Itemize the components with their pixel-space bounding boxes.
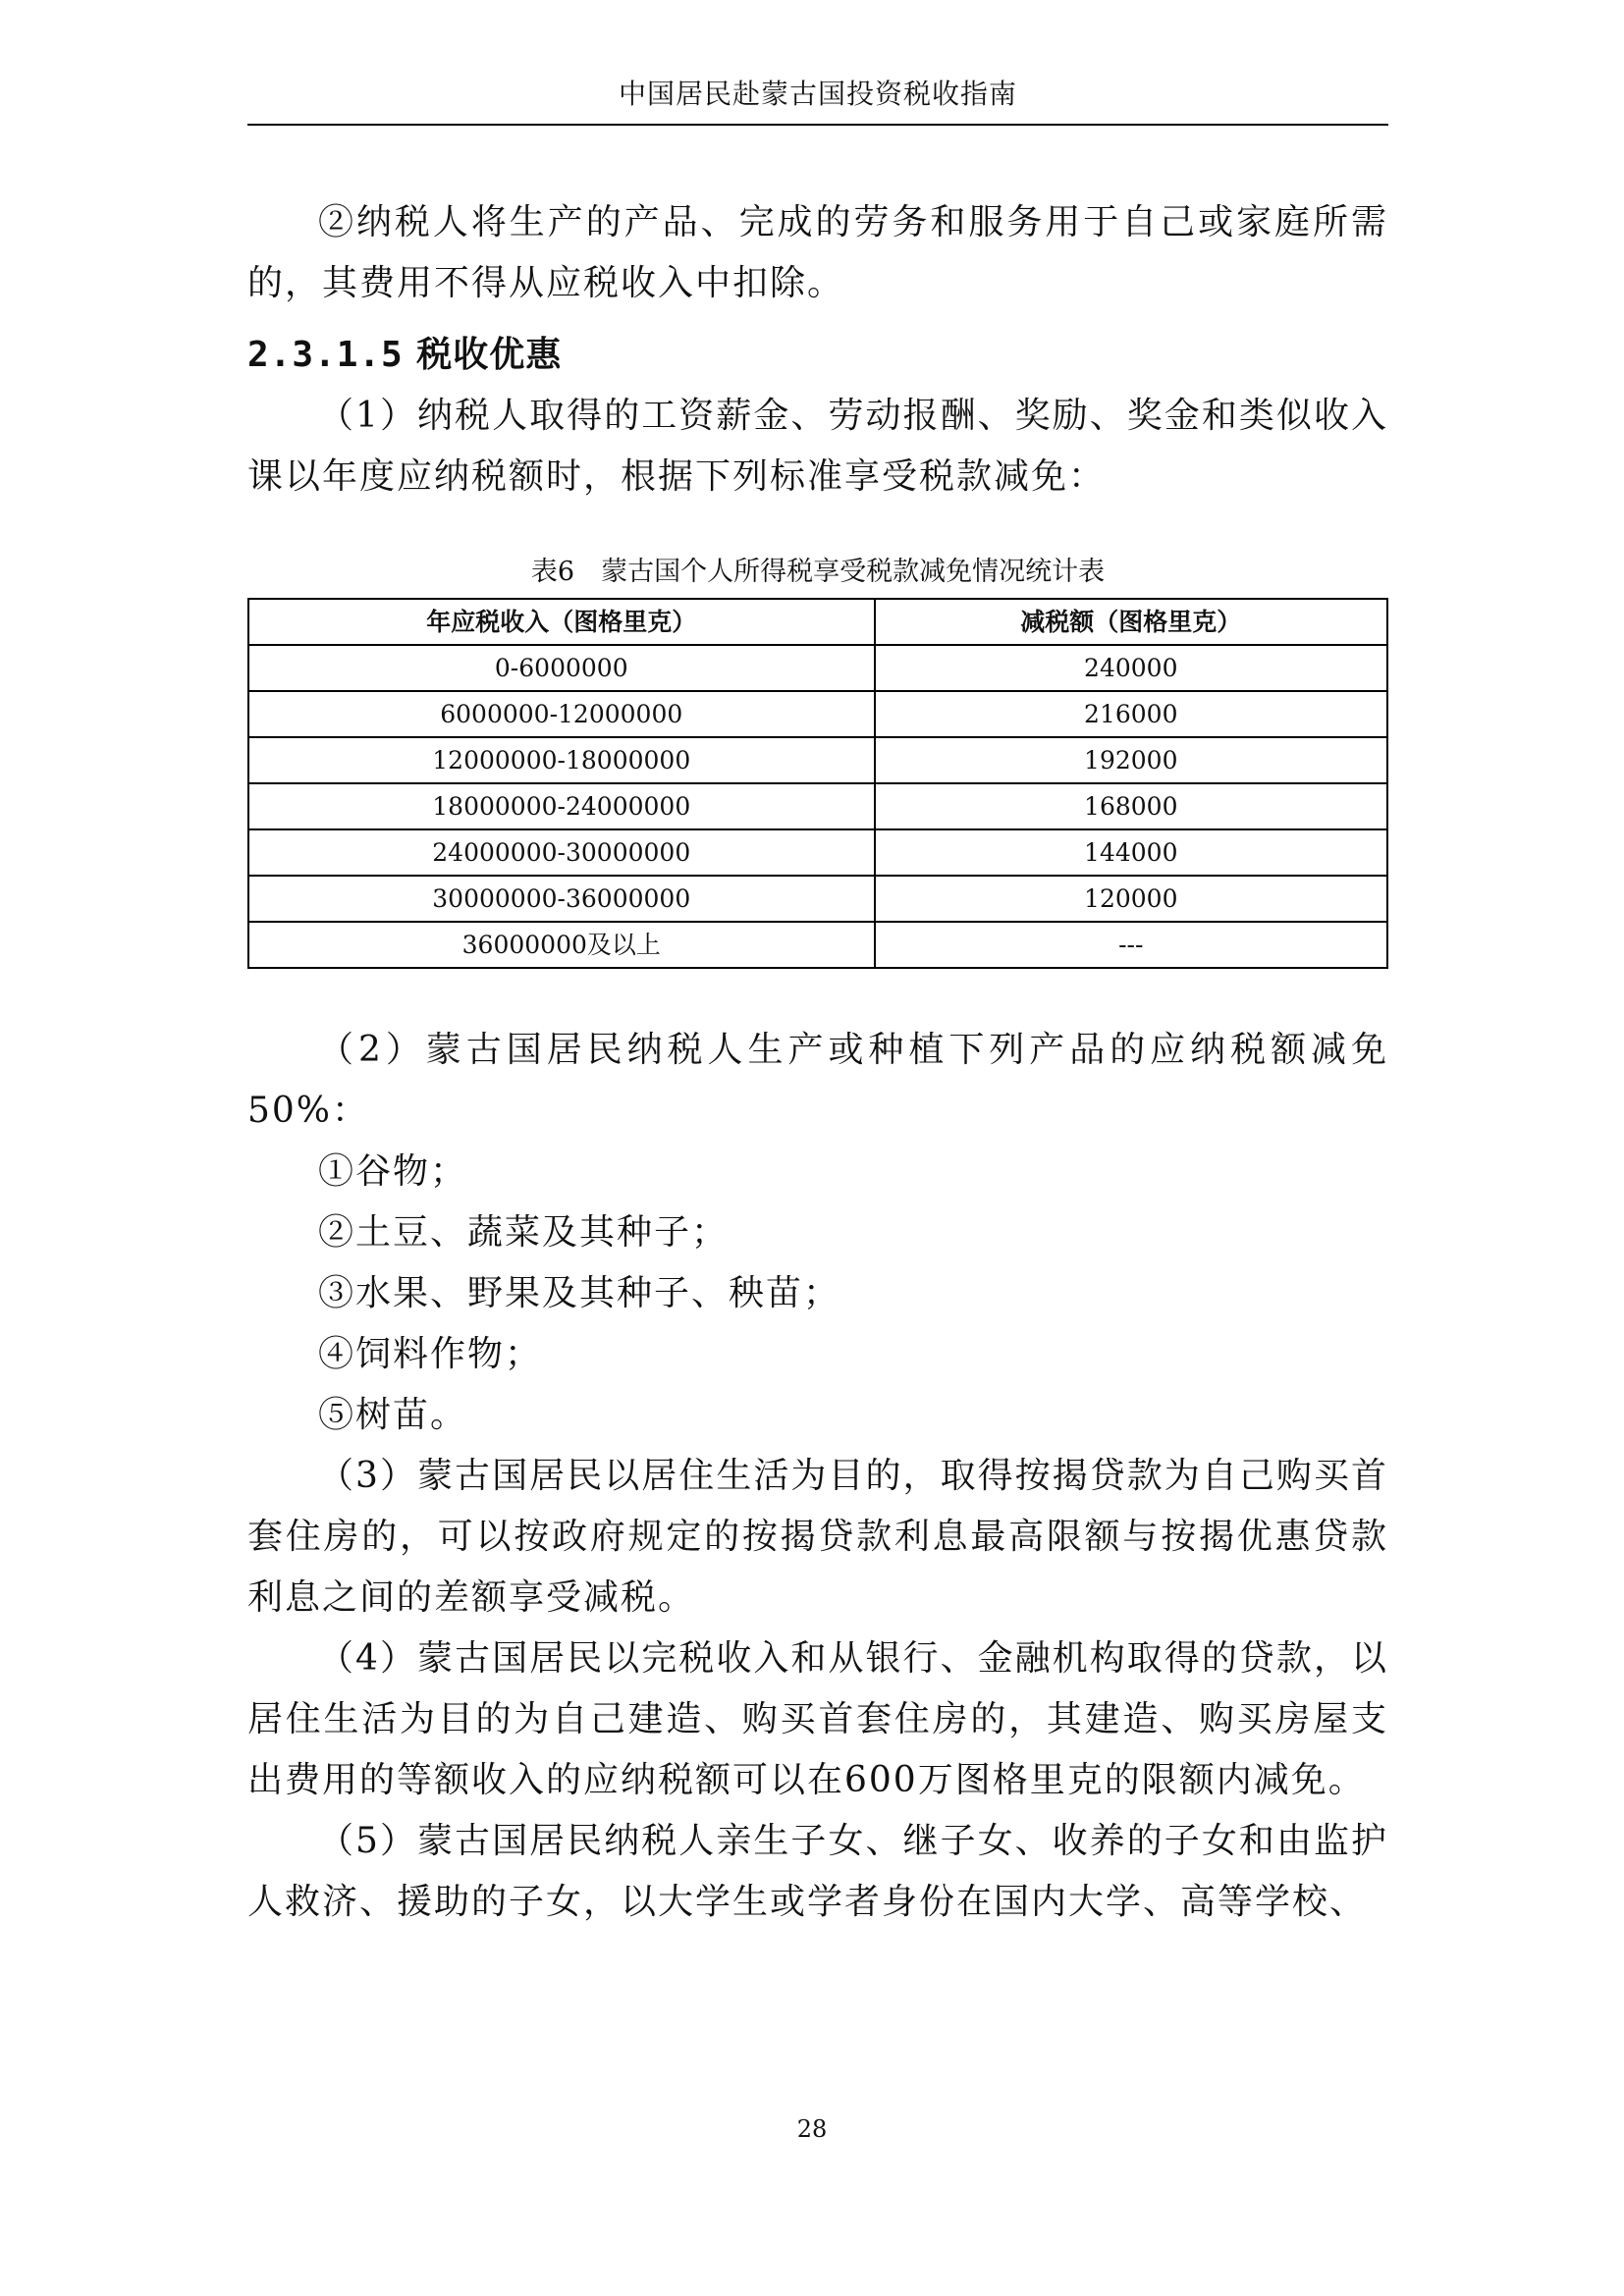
section-heading (247, 324, 1388, 386)
income-range-cell: 0-6000000 (248, 645, 875, 691)
running-header: 中国居民赴蒙古国投资税收指南 (618, 78, 1017, 110)
paragraph-mortgage-relief: （3）蒙古国居民以居住生活为目的，取得按揭贷款为自己购买首套住房的，可以按政府规定的按揭贷款利息最高限额与按揭优惠贷款利息之间的差额享受减税。 (247, 1456, 1388, 1618)
table-row (248, 783, 1387, 829)
column-header-income: 年应税收入（图格里克） (248, 599, 875, 645)
page-body (247, 192, 1388, 1933)
list-item: ③水果、野果及其种子、秧苗； (318, 1273, 841, 1313)
paragraph-children-relief: （5）蒙古国居民纳税人亲生子女、继子女、收养的子女和由监护人救济、援助的子女，以大学生或学者身份在国内大学、高等学校、 (247, 1821, 1388, 1922)
header-divider (247, 124, 1388, 126)
reduction-amount-cell: 192000 (875, 737, 1387, 783)
paragraph-crop-relief: （2）蒙古国居民纳税人生产或种植下列产品的应纳税额减免50%： (247, 1030, 1388, 1131)
reduction-amount-cell: 120000 (875, 876, 1387, 922)
paragraph-housing-relief: （4）蒙古国居民以完税收入和从银行、金融机构取得的贷款，以居住生活为目的为自己建造、购买首套住房的，其建造、购买房屋支出费用的等额收入的应纳税额可以在600万图格里克的限额内减免。 (247, 1638, 1388, 1800)
section-number: 2.3.1.5 (247, 335, 404, 375)
section-title: 税收优惠 (416, 334, 563, 375)
income-range-cell: 18000000-24000000 (248, 783, 875, 829)
list-item: ①谷物； (318, 1151, 468, 1192)
table-row (248, 876, 1387, 922)
paragraph-wage-relief: （1）纳税人取得的工资薪金、劳动报酬、奖励、奖金和类似收入课以年度应纳税额时，根据下列标准享受税款减免： (247, 396, 1388, 497)
table-row (248, 691, 1387, 737)
page-number: 28 (796, 2115, 828, 2143)
reduction-amount-cell: 216000 (875, 691, 1387, 737)
reduction-amount-cell: 168000 (875, 783, 1387, 829)
table-caption: 表6 蒙古国个人所得税享受税款减免情况统计表 (530, 557, 1106, 587)
table-row (248, 737, 1387, 783)
income-range-cell: 6000000-12000000 (248, 691, 875, 737)
table-header-row (248, 599, 1387, 645)
list-item: ⑤树苗。 (318, 1395, 468, 1435)
reduction-amount-cell: 240000 (875, 645, 1387, 691)
income-range-cell: 24000000-30000000 (248, 829, 875, 876)
list-item: ②土豆、蔬菜及其种子； (318, 1212, 730, 1253)
paragraph-expense-rule: ②纳税人将生产的产品、完成的劳务和服务用于自己或家庭所需的，其费用不得从应税收入中扣除。 (247, 202, 1388, 303)
income-range-cell: 30000000-36000000 (248, 876, 875, 922)
tax-relief-table (247, 598, 1388, 969)
reduction-amount-cell: --- (875, 922, 1387, 968)
reduction-amount-cell: 144000 (875, 829, 1387, 876)
table-row (248, 645, 1387, 691)
column-header-reduction: 减税额（图格里克） (875, 599, 1387, 645)
list-item: ④饲料作物； (318, 1334, 543, 1374)
income-range-cell: 36000000及以上 (248, 922, 875, 968)
table-row (248, 922, 1387, 968)
income-range-cell: 12000000-18000000 (248, 737, 875, 783)
table-row (248, 829, 1387, 876)
